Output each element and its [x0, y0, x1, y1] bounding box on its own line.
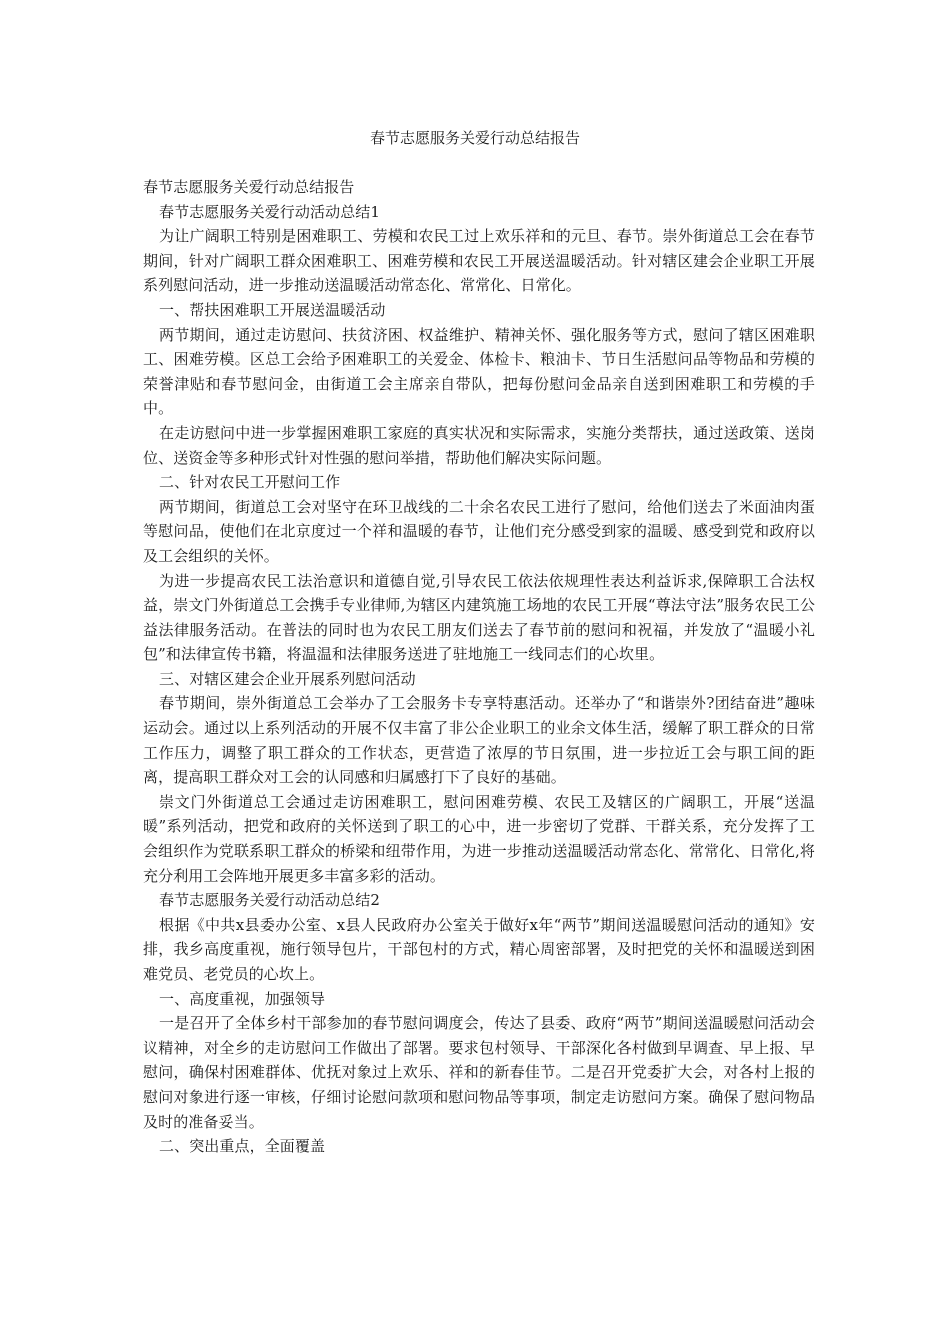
- paragraph: 春节期间，崇外街道总工会举办了工会服务卡专享特惠活动。还举办了“和谐崇外?团结奋进”趣味运动会。通过以上系列活动的开展不仅丰富了非公企业职工的业余文体生活，缓解了职工群众的日常工作压力，调整了职工群众的工作状态，更营造了浓厚的节日氛围，进一步拉近工会与职工间的距离，提高职工群众对工会的认同感和归属感打下了良好的基础。: [143, 694, 815, 787]
- paragraph: 为让广阔职工特别是困难职工、劳模和农民工过上欢乐祥和的元旦、春节。崇外街道总工会在春节期间，针对广阔职工群众困难职工、困难劳模和农民工开展送温暖活动。针对辖区建会企业职工开展系列慰问活动，进一步推动送温暖活动常态化、常常化、日常化。: [143, 227, 815, 295]
- paragraph: 一、帮扶困难职工开展送温暖活动: [159, 300, 386, 319]
- paragraph: 二、针对农民工开慰问工作: [159, 473, 341, 492]
- paragraph: 崇文门外街道总工会通过走访困难职工，慰问困难劳模、农民工及辖区的广阔职工，开展“送温暖”系列活动，把党和政府的关怀送到了职工的心中，进一步密切了党群、干群关系，充分发挥了工会组织作为党联系职工群众的桥梁和纽带作用，为进一步推动送温暖活动常态化、常常化、日常化,将充分利用工会阵地开展更多丰富多彩的活动。: [143, 792, 815, 885]
- paragraph: 在走访慰问中进一步掌握困难职工家庭的真实状况和实际需求，实施分类帮扶，通过送政策、送岗位、送资金等多种形式针对性强的慰问举措，帮助他们解决实际问题。: [143, 423, 815, 467]
- paragraph: 根据《中共x县委办公室、x县人民政府办公室关于做好x年“两节”期间送温暖慰问活动的通知》安排，我乡高度重视，施行领导包片，干部包村的方式，精心周密部署，及时把党的关怀和温暖送到困难党员、老党员的心坎上。: [143, 915, 815, 983]
- paragraph: 一是召开了全体乡村干部参加的春节慰问调度会，传达了县委、政府“两节”期间送温暖慰问活动会议精神，对全乡的走访慰问工作做出了部署。要求包村领导、干部深化各村做到早调查、早上报、早慰问，确保村困难群体、优抚对象过上欢乐、祥和的新春佳节。二是召开党委扩大会，对各村上报的慰问对象进行逐一审核，仔细讨论慰问款项和慰问物品等事项，制定走访慰问方案。确保了慰问物品及时的准备妥当。: [143, 1014, 815, 1131]
- paragraph: 一、高度重视，加强领导: [159, 989, 326, 1008]
- paragraph: 春节志愿服务关爱行动活动总结2: [159, 891, 381, 910]
- paragraph: 春节志愿服务关爱行动活动总结1: [159, 202, 381, 221]
- paragraph: 两节期间，街道总工会对坚守在环卫战线的二十余名农民工进行了慰问，给他们送去了米面油肉蛋等慰问品，使他们在北京度过一个祥和温暖的春节，让他们充分感受到家的温暖、感受到党和政府以及工会组织的关怀。: [143, 497, 815, 565]
- document-title: 春节志愿服务关爱行动总结报告: [369, 129, 580, 147]
- paragraph: 二、突出重点，全面覆盖: [159, 1137, 326, 1156]
- document-body: [143, 175, 815, 1159]
- paragraph: 两节期间，通过走访慰问、扶贫济困、权益维护、精神关怀、强化服务等方式，慰问了辖区困难职工、困难劳模。区总工会给予困难职工的关爱金、体检卡、粮油卡、节日生活慰问品等物品和劳模的荣誉津贴和春节慰问金，由街道工会主席亲自带队，把每份慰问金品亲自送到困难职工和劳模的手中。: [143, 325, 815, 418]
- paragraph: 春节志愿服务关爱行动总结报告: [143, 178, 355, 196]
- paragraph: 三、对辖区建会企业开展系列慰问活动: [159, 669, 416, 688]
- paragraph: 为进一步提高农民工法治意识和道德自觉,引导农民工依法依规理性表达利益诉求,保障职工合法权益，崇文门外街道总工会携手专业律师,为辖区内建筑施工场地的农民工开展“尊法守法”服务农民工公益法律服务活动。在普法的同时也为农民工朋友们送去了春节前的慰问和祝福，并发放了“温暖小礼包”和法律宣传书籍，将温温和法律服务送进了驻地施工一线同志们的心坎里。: [143, 571, 815, 664]
